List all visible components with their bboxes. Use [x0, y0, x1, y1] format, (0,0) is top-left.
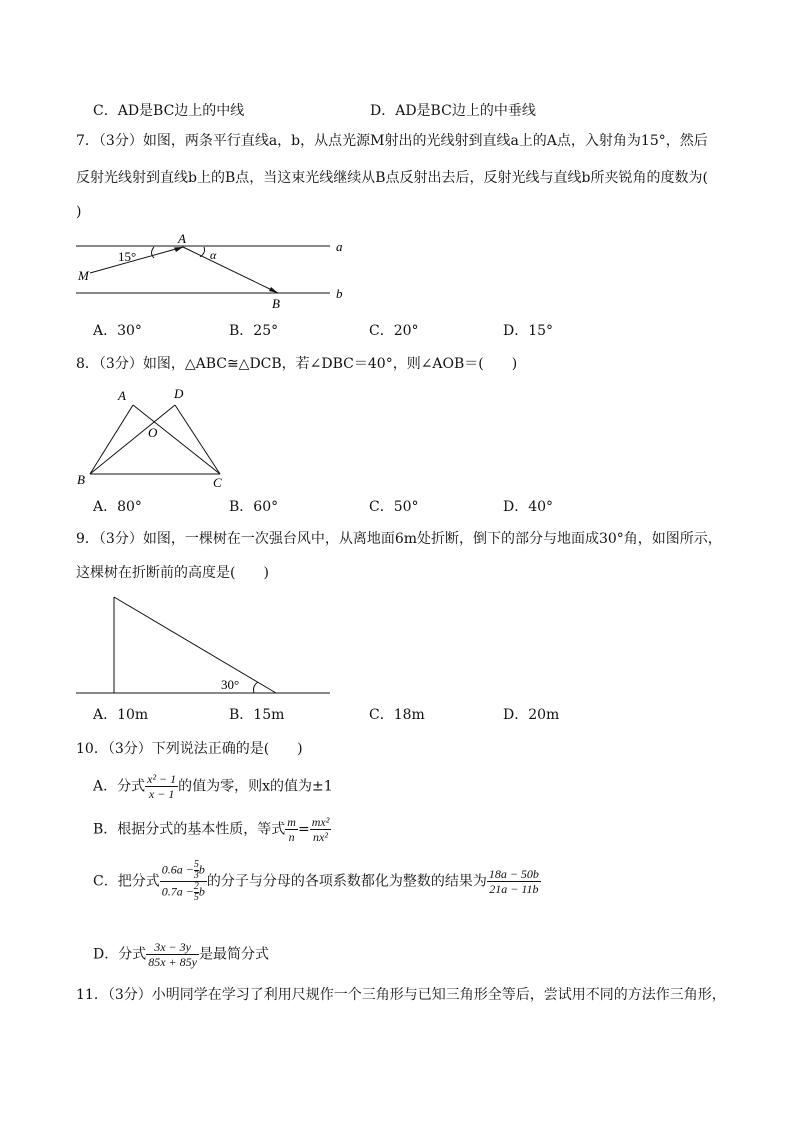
q10-d-fraction	[146, 940, 199, 969]
q10-b-rden: nx²	[313, 830, 328, 844]
q10-d-pre: D．分式	[93, 946, 147, 963]
q10-d-den: 85x + 85y	[148, 955, 197, 969]
q9-option-b: B．15m	[229, 707, 285, 723]
q10-option-d	[93, 940, 269, 969]
q7-alpha-label: α	[210, 248, 217, 262]
q8-point-a: A	[118, 388, 126, 403]
q7-text-line2: 反射光线射到直线b上的B点，当这束光线继续从B点反射出去后，反射光线与直线b所夹锐角的度数为(	[76, 170, 708, 186]
q8-option-c: C．50°	[369, 499, 419, 515]
q8-point-b: B	[77, 472, 85, 487]
q8-point-c: C	[213, 475, 222, 490]
q10-b-eq: =	[297, 821, 310, 838]
q10-c-num	[160, 860, 207, 882]
q9-text-line1: 9．（3分）如图，一棵树在一次强台风中，从离地面6m处折断，倒下的部分与地面成30°角，如图所示，	[76, 531, 722, 547]
q10-b-pre: B．根据分式的基本性质，等式	[93, 821, 286, 838]
q9-figure	[70, 590, 340, 700]
q10-c-den-fn: 2	[193, 881, 199, 892]
q10-c-rnum: 18a − 50b	[488, 867, 539, 881]
q7-point-m: M	[78, 268, 89, 283]
q10-b-left-fraction	[285, 815, 298, 844]
q9-text-line2: 这棵树在折断前的高度是( )	[76, 565, 269, 581]
q10-c-rden: 21a − 11b	[489, 882, 539, 896]
q10-option-a	[93, 772, 333, 801]
q7-line-b: b	[336, 286, 343, 301]
q7-option-d: D．15°	[503, 323, 554, 339]
q7-option-a: A．30°	[93, 323, 142, 339]
q7-line-a: a	[336, 239, 343, 254]
q8-option-b: B．60°	[229, 499, 279, 515]
q10-c-num-fn: 5	[193, 859, 199, 870]
q10-option-b	[93, 815, 331, 844]
q10-c-num-b: b	[198, 862, 205, 877]
q9-option-a: A．10m	[93, 707, 149, 723]
q10-a-post: 的值为零，则x的值为±1	[178, 778, 333, 795]
q10-b-right-fraction	[310, 815, 332, 844]
q10-a-den: x − 1	[148, 787, 175, 801]
q10-d-num: 3x − 3y	[146, 940, 199, 955]
q7-angle-label: 15°	[118, 249, 137, 264]
q10-d-post: 是最简分式	[198, 946, 269, 963]
q7-point-a: A	[178, 231, 186, 246]
q7-text-line1: 7．（3分）如图，两条平行直线a，b，从点光源M射出的光线射到直线a上的A点，入射角为15°，然后	[76, 133, 708, 149]
q10-a-fraction	[145, 772, 178, 801]
q10-c-mid: 的分子与分母的各项系数都化为整数的结果为	[206, 873, 487, 890]
q8-point-o: O	[148, 425, 158, 440]
q10-a-pre: A．分式	[93, 778, 146, 795]
q10-c-num-a: 0.6a −	[161, 862, 194, 877]
q6-option-c: C．AD是BC边上的中线	[93, 103, 245, 119]
q8-text-line1: 8．（3分）如图，△ABC≅△DCB，若∠DBC＝40°，则∠AOB＝( )	[76, 356, 518, 372]
q10-c-den-b: b	[198, 884, 205, 899]
q10-c-result-fraction	[487, 867, 541, 896]
q8-figure	[70, 380, 240, 492]
q11-text-line1: 11．（3分）小明同学在学习了利用尺规作一个三角形与已知三角形全等后，尝试用不同的方法作三角形，	[76, 987, 726, 1003]
q10-c-num-fd: 3	[193, 870, 199, 881]
q10-c-den-fd: 5	[193, 892, 199, 903]
q10-text-line1: 10．（3分）下列说法正确的是( )	[76, 741, 303, 757]
q10-c-complex-fraction	[160, 860, 207, 903]
q6-option-d: D．AD是BC边上的中垂线	[370, 103, 536, 119]
q7-text-line3: )	[76, 204, 82, 220]
q10-b-lnum: m	[287, 815, 296, 829]
q9-option-c: C．18m	[369, 707, 425, 723]
q7-option-b: B．25°	[229, 323, 279, 339]
q10-c-den-a: 0.7a −	[161, 884, 194, 899]
q8-option-d: D．40°	[503, 499, 554, 515]
q10-c-den	[160, 882, 207, 903]
q10-a-num: x² − 1	[147, 772, 177, 786]
q9-option-d: D．20m	[503, 707, 560, 723]
q8-point-d: D	[174, 386, 184, 401]
q10-b-rnum: mx²	[311, 815, 330, 829]
q7-point-b: B	[272, 296, 280, 311]
q10-b-lden: n	[288, 830, 295, 844]
q9-angle-label: 30°	[221, 677, 240, 692]
q10-option-c	[93, 860, 541, 903]
q10-c-pre: C．把分式	[93, 873, 160, 890]
q7-figure	[70, 230, 360, 312]
q7-option-c: C．20°	[369, 323, 419, 339]
q8-option-a: A．80°	[93, 499, 142, 515]
